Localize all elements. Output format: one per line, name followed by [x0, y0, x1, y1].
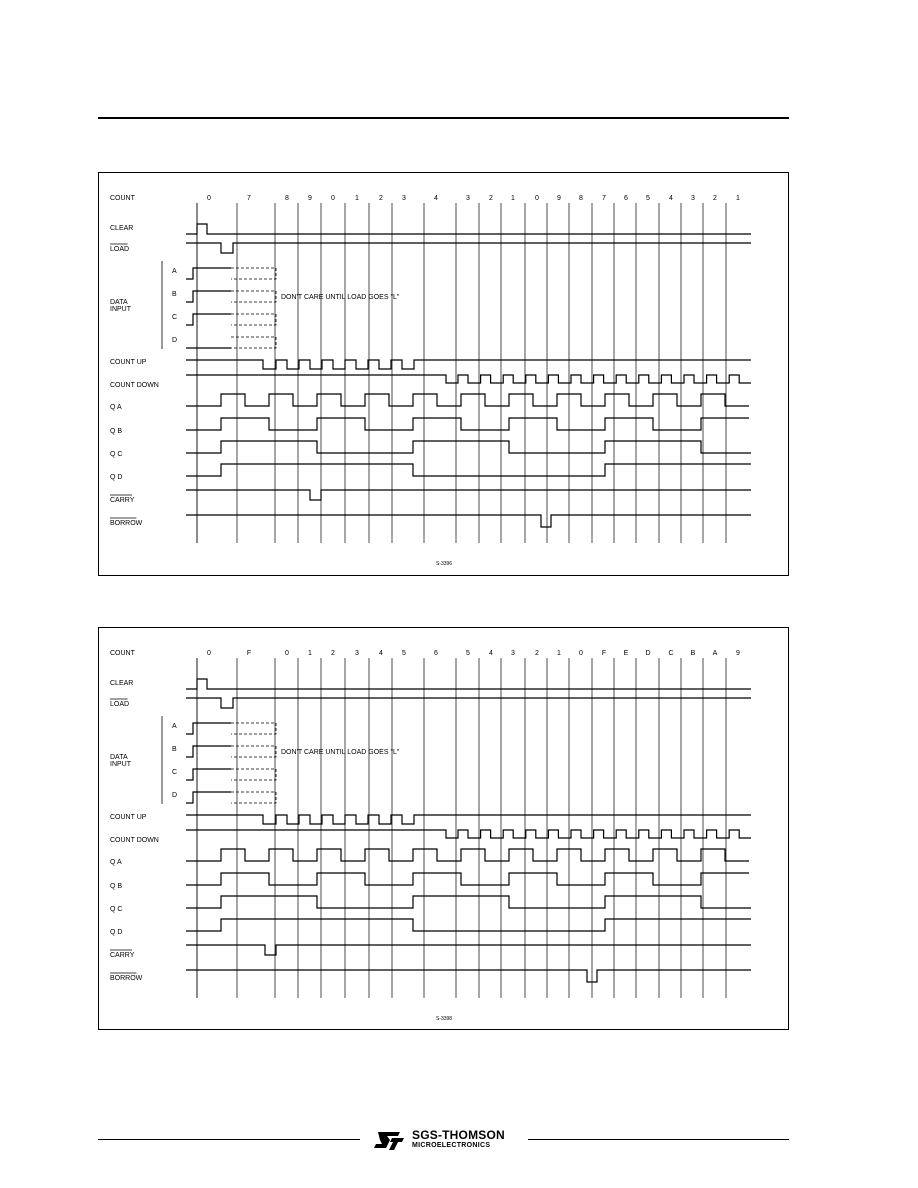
waveform-carry: [186, 490, 751, 500]
count-value: D: [645, 650, 651, 657]
count-value: 1: [308, 650, 312, 657]
count-value: 0: [579, 650, 583, 657]
dont-care-region: [231, 723, 276, 734]
signal-label-count-down: COUNT DOWN: [110, 837, 159, 844]
signal-label-clear: CLEAR: [110, 225, 134, 232]
footer-rule-left: [98, 1139, 360, 1140]
count-value: 0: [207, 195, 211, 202]
dont-care-region: [231, 792, 276, 803]
signal-label-load: LOAD: [110, 246, 130, 253]
count-value: 4: [434, 195, 438, 202]
waveform-borrow: [186, 515, 751, 527]
signal-label-borrow: BORROW: [110, 975, 143, 982]
signal-label-q-c: Q C: [110, 451, 123, 458]
count-value: 4: [379, 650, 383, 657]
waveform-qb: [186, 873, 749, 885]
signal-label-count-down: COUNT DOWN: [110, 382, 159, 389]
count-value: B: [690, 650, 696, 657]
count-value: 3: [466, 195, 470, 202]
signal-label-count-up: COUNT UP: [110, 814, 147, 821]
data-input-c: C: [172, 769, 178, 776]
waveform-data-b: [186, 291, 231, 302]
data-input-label: INPUT: [110, 306, 131, 313]
count-value: 1: [736, 195, 740, 202]
waveform-data-c: [186, 314, 231, 325]
count-value: 1: [511, 195, 515, 202]
count-value: 8: [285, 195, 289, 202]
count-value: 2: [331, 650, 335, 657]
count-value: 3: [691, 195, 695, 202]
brand-subtitle: MICROELECTRONICS: [412, 1142, 491, 1149]
waveform-borrow: [186, 970, 751, 982]
count-value: 6: [434, 650, 438, 657]
waveform-data-c: [186, 769, 231, 780]
waveform-count-up: [186, 815, 751, 824]
data-input-b: B: [172, 746, 177, 753]
data-input-b: B: [172, 291, 177, 298]
count-value: 6: [624, 195, 628, 202]
waveform-load: [186, 698, 751, 708]
count-value: E: [623, 650, 629, 657]
waveform-count-up: [186, 360, 751, 369]
data-input-a: A: [172, 723, 177, 730]
count-value: 1: [355, 195, 359, 202]
signal-label-count-up: COUNT UP: [110, 359, 147, 366]
data-input-d: D: [172, 337, 178, 344]
dont-care-region: [231, 314, 276, 325]
count-value: 0: [535, 195, 539, 202]
count-value: C: [668, 650, 674, 657]
timing-diagram-binary: [98, 627, 789, 1030]
count-value: 7: [247, 195, 251, 202]
waveform-count-down: [186, 375, 751, 383]
data-input-label: DATA: [110, 299, 128, 306]
waveform-data-a: [186, 268, 231, 279]
count-value: A: [712, 650, 718, 657]
count-value: F: [246, 650, 252, 657]
header-rule: [98, 117, 789, 119]
count-value: 0: [331, 195, 335, 202]
dont-care-region: [231, 746, 276, 757]
signal-label-q-b: Q B: [110, 428, 123, 435]
data-input-c: C: [172, 314, 178, 321]
data-input-a: A: [172, 268, 177, 275]
count-value: 9: [557, 195, 561, 202]
waveform-data-b: [186, 746, 231, 757]
count-value: 4: [669, 195, 673, 202]
count-value: 9: [308, 195, 312, 202]
timing-diagram-decade: [98, 172, 789, 576]
count-value: F: [601, 650, 607, 657]
count-value: 5: [402, 650, 406, 657]
waveform-carry: [186, 945, 751, 955]
data-input-label: DATA: [110, 754, 128, 761]
count-value: 2: [489, 195, 493, 202]
signal-label-q-a: Q A: [110, 859, 122, 866]
data-input-label: INPUT: [110, 761, 131, 768]
dont-care-region: [231, 268, 276, 279]
waveform-qb: [186, 418, 749, 430]
signal-label-q-a: Q A: [110, 404, 122, 411]
dont-care-region: [231, 769, 276, 780]
signal-label-q-b: Q B: [110, 883, 123, 890]
waveform-clear: [186, 679, 751, 689]
count-value: 3: [511, 650, 515, 657]
signal-label-q-d: Q D: [110, 474, 123, 481]
count-value: 2: [713, 195, 717, 202]
signal-label-load: LOAD: [110, 701, 130, 708]
signal-label-carry: CARRY: [110, 952, 135, 959]
count-label: COUNT: [110, 650, 135, 657]
count-label: COUNT: [110, 195, 135, 202]
count-value: 5: [646, 195, 650, 202]
count-value: 3: [355, 650, 359, 657]
count-value: 2: [379, 195, 383, 202]
dont-care-note: DON'T CARE UNTIL LOAD GOES "L": [281, 294, 400, 301]
count-value: 0: [207, 650, 211, 657]
waveform-data-d: [186, 792, 231, 803]
count-value: 7: [602, 195, 606, 202]
signal-label-carry: CARRY: [110, 497, 135, 504]
dont-care-note: DON'T CARE UNTIL LOAD GOES "L": [281, 749, 400, 756]
waveform-data-a: [186, 723, 231, 734]
signal-label-borrow: BORROW: [110, 520, 143, 527]
waveform-clear: [186, 224, 751, 234]
count-value: 8: [579, 195, 583, 202]
count-value: 0: [285, 650, 289, 657]
count-value: 1: [557, 650, 561, 657]
count-value: 2: [535, 650, 539, 657]
figure-code: S-3396: [435, 561, 453, 567]
waveform-qc: [186, 441, 751, 453]
waveform-qa: [186, 394, 749, 406]
brand-name: SGS-THOMSON: [412, 1128, 505, 1142]
data-input-d: D: [172, 792, 178, 799]
count-value: 3: [402, 195, 406, 202]
waveform-qc: [186, 896, 751, 908]
count-value: 5: [466, 650, 470, 657]
figure-code: S-3398: [435, 1016, 453, 1022]
signal-label-q-c: Q C: [110, 906, 123, 913]
waveform-count-down: [186, 830, 751, 838]
footer-rule-right: [528, 1139, 789, 1140]
waveform-qd: [186, 919, 751, 931]
dont-care-region: [231, 337, 276, 348]
waveform-qa: [186, 849, 749, 861]
count-value: 9: [736, 650, 740, 657]
count-value: 4: [489, 650, 493, 657]
signal-label-clear: CLEAR: [110, 680, 134, 687]
dont-care-region: [231, 291, 276, 302]
signal-label-q-d: Q D: [110, 929, 123, 936]
waveform-load: [186, 243, 751, 253]
waveform-qd: [186, 464, 751, 476]
